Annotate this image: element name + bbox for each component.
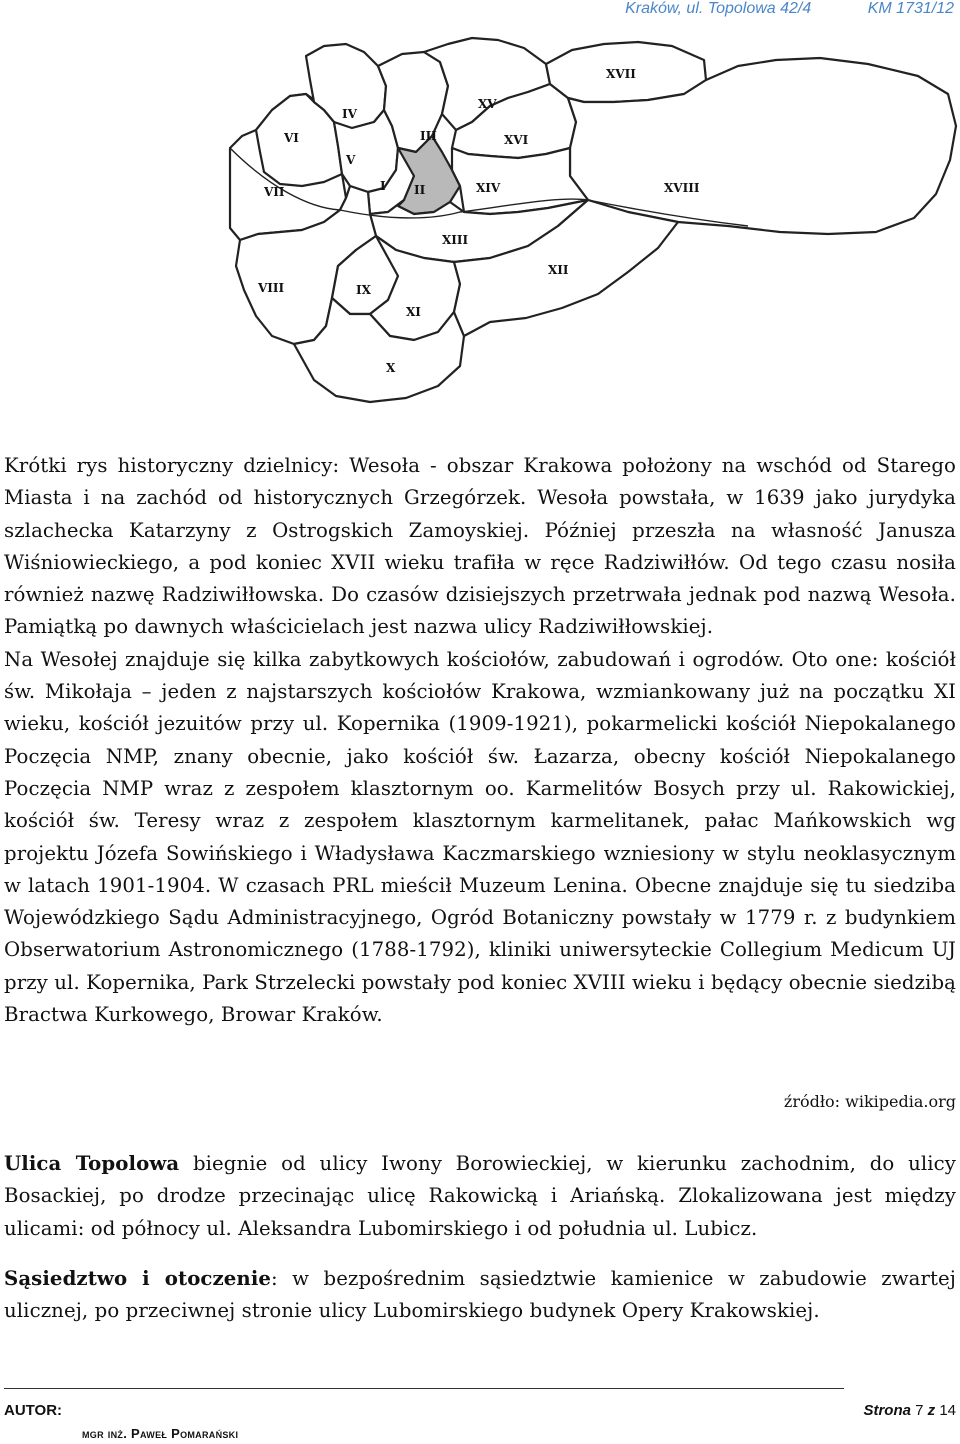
- label-iv: IV: [342, 107, 357, 121]
- label-viii: VIII: [258, 281, 285, 295]
- surroundings-text: : w bezpośrednim sąsiedztwie kamienice w zabudowie zwartej ulicznej, po przeciwnej stronie ulicy Lubomirskiego budynek Opery Krakowskiej.: [4, 1267, 956, 1323]
- label-iii: III: [420, 129, 437, 143]
- monuments-paragraph: Na Wesołej znajduje się kilka zabytkowych kościołów, zabudowań i ogrodów. Oto one: kościół św. Mikołaja – jeden z najstarszych kościołów Krakowa, wzmiankowany już na początku XI wieku, kościół jezuitów przy ul. Kopernika (1909-1921), pokarmelicki kościół Niepokalanego Poczęcia NMP, znany obecnie, jako kościół św. Łazarza, obecny kościół Niepokalanego Poczęcia NMP wraz z zespołem klasztornym oo. Karmelitów Bosych przy ul. Rakowickiej, kościół św. Teresy wraz z zespołem klasztornym karmelitanek, pałac Mańkowskich wg projektu Józefa Sowińskiego i Władysława Kaczmarskiego wzniesiony w stylu neoklasycznym w latach 1901-1904. W czasach PRL mieścił Muzeum Lenina. Obecne znajduje się tu siedziba Wojewódzkiego Sądu Administracyjnego, Ogród Botaniczny powstały w 1779 r. z budynkiem Obserwatorium Astronomicznego (1788-1792), kliniki uniwersyteckie Collegium Medicum UJ przy ul. Kopernika, Park Strzelecki powstały pod koniec XVIII wieku i będący obecnie siedzibą Bractwa Kurkowego, Browar Kraków.: [4, 647, 956, 1027]
- footer-author-label: AUTOR:: [4, 1402, 63, 1419]
- label-xv: XV: [478, 97, 497, 111]
- page-of-word: z: [927, 1402, 936, 1419]
- header-code: KM 1731/12: [867, 0, 954, 17]
- label-xi: XI: [406, 305, 421, 319]
- footer-rule: [4, 1388, 844, 1389]
- page-current: 7: [915, 1402, 924, 1419]
- page-number: [863, 1402, 956, 1419]
- label-vii: VII: [264, 185, 285, 199]
- source-note: źródło: wikipedia.org: [783, 1092, 956, 1111]
- krakow-districts-map: [228, 36, 958, 406]
- label-v: V: [346, 153, 356, 167]
- street-text: biegnie od ulicy Iwony Borowieckiej, w kierunku zachodnim, do ulicy Bosackiej, po drodze przecinając ulicę Rakowicką i Ariańską. Zlokalizowana jest między ulicami: od północy ul. Aleksandra Lubomirskiego i od południa ul. Lubicz.: [4, 1152, 957, 1240]
- label-ii: II: [414, 183, 426, 197]
- history-section: [4, 450, 956, 1031]
- label-xiii: XIII: [442, 233, 469, 247]
- label-vi: VI: [284, 131, 299, 145]
- district-map: [228, 36, 958, 406]
- label-x: X: [386, 361, 396, 375]
- page-header: [625, 0, 954, 24]
- street-lead: Ulica Topolowa: [4, 1152, 180, 1175]
- label-xii: XII: [548, 263, 569, 277]
- label-xiv: XIV: [476, 181, 501, 195]
- page-word: Strona: [863, 1402, 911, 1419]
- street-paragraph: [4, 1148, 956, 1245]
- surroundings-lead: Sąsiedztwo i otoczenie: [4, 1267, 272, 1290]
- surroundings-paragraph: [4, 1263, 956, 1328]
- label-xvii: XVII: [606, 67, 636, 81]
- label-xviii: XVIII: [664, 181, 700, 195]
- footer-author-name: mgr inż. Paweł Pomarański: [82, 1426, 239, 1441]
- history-paragraph: Krótki rys historyczny dzielnicy: Wesoła - obszar Krakowa położony na wschód od Starego Miasta i na zachód od historycznych Grzegórzek. Wesoła powstała, w 1639 jako jurydyka szlachecka Katarzyny z Ostrogskich Zamoyskiej. Później przeszła na własność Janusza Wiśniowieckiego, a pod koniec XVII wieku trafiła w ręce Radziwiłłów. Od tego czasu nosiła również nazwę Radziwiłłowska. Do czasów dzisiejszych przetrwała jednak pod nazwą Wesoła. Pamiątką po dawnych właścicielach jest nazwa ulicy Radziwiłłowskiej.: [4, 454, 956, 639]
- page-total: 14: [939, 1402, 956, 1419]
- label-ix: IX: [356, 283, 371, 297]
- header-address: Kraków, ul. Topolowa 42/4: [625, 0, 812, 17]
- label-xvi: XVI: [504, 133, 529, 147]
- label-i: I: [380, 179, 386, 193]
